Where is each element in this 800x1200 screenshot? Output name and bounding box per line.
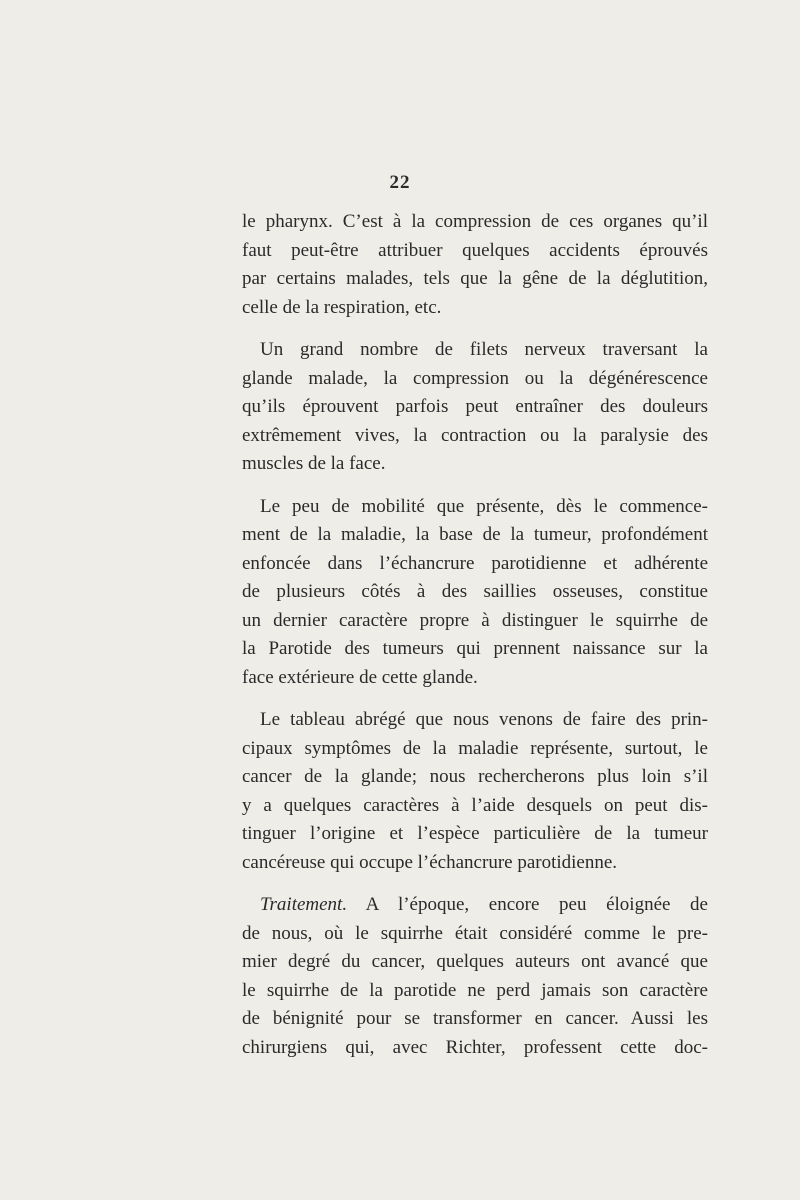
text-line: Un grand nombre de filets nerveux traversant la — [260, 339, 708, 360]
text-line: de nous, où le squirrhe était considéré comme le pre- — [242, 922, 708, 944]
text-line: Le peu de mobilité que présente, dès le commence- — [260, 495, 708, 517]
text-line: cancéreuse qui occupe l’échancrure parotidienne. — [242, 851, 618, 873]
text-line: cancer de la glande; nous rechercherons plus loin s’il — [242, 766, 708, 787]
text-line: de plusieurs côtés à des saillies osseuses, constitue — [242, 581, 708, 602]
text-line: la Parotide des tumeurs qui prennent naissance sur la — [242, 638, 708, 659]
paragraph-1 — [242, 208, 708, 322]
text-line: qu’ils éprouvent parfois peut entraîner des douleurs — [242, 396, 708, 417]
text-line: par certains malades, tels que la gêne de la déglutition, — [242, 268, 708, 289]
text-line: extrêmement vives, la contraction ou la paralysie des — [242, 424, 708, 446]
text-line: mier degré du cancer, quelques auteurs ont avancé que — [242, 951, 708, 972]
text-line: muscles de la face. — [242, 453, 386, 474]
text-line: tinguer l’origine et l’espèce particulière de la tumeur — [242, 823, 708, 844]
text-line: chirurgiens qui, avec Richter, professent cette doc- — [242, 1036, 708, 1058]
text-line: le pharynx. C’est à la compression de ces organes qu’il — [242, 211, 708, 232]
text-line: enfoncée dans l’échancrure parotidienne et adhérente — [242, 552, 708, 574]
text-line: y a quelques caractères à l’aide desquels on peut dis- — [242, 794, 708, 816]
text-line: glande malade, la compression ou la dégénérescence — [242, 367, 708, 389]
body-text — [242, 208, 708, 1076]
text-line: de bénignité pour se transformer en cancer. Aussi les — [242, 1008, 708, 1029]
text-line: un dernier caractère propre à distinguer le squirrhe de — [242, 609, 708, 631]
text-line-rest: A l’époque, encore peu éloignée de — [347, 894, 708, 915]
text-line: face extérieure de cette glande. — [242, 666, 478, 688]
paragraph-4 — [242, 706, 708, 877]
page-number: 22 — [389, 172, 411, 193]
text-line: faut peut-être attribuer quelques accidents éprouvés — [242, 239, 708, 261]
text-line: Le tableau abrégé que nous venons de faire des prin- — [260, 709, 708, 730]
paragraph-2 — [242, 336, 708, 479]
paragraph-5 — [242, 891, 708, 1062]
paragraph-3 — [242, 493, 708, 693]
text-line — [242, 891, 708, 920]
text-line: celle de la respiration, etc. — [242, 296, 442, 318]
section-heading: Traitement. — [260, 894, 348, 915]
text-line: le squirrhe de la parotide ne perd jamais son caractère — [242, 979, 708, 1001]
text-line: ment de la maladie, la base de la tumeur, profondément — [242, 524, 708, 545]
text-line: cipaux symptômes de la maladie représente, surtout, le — [242, 737, 708, 759]
